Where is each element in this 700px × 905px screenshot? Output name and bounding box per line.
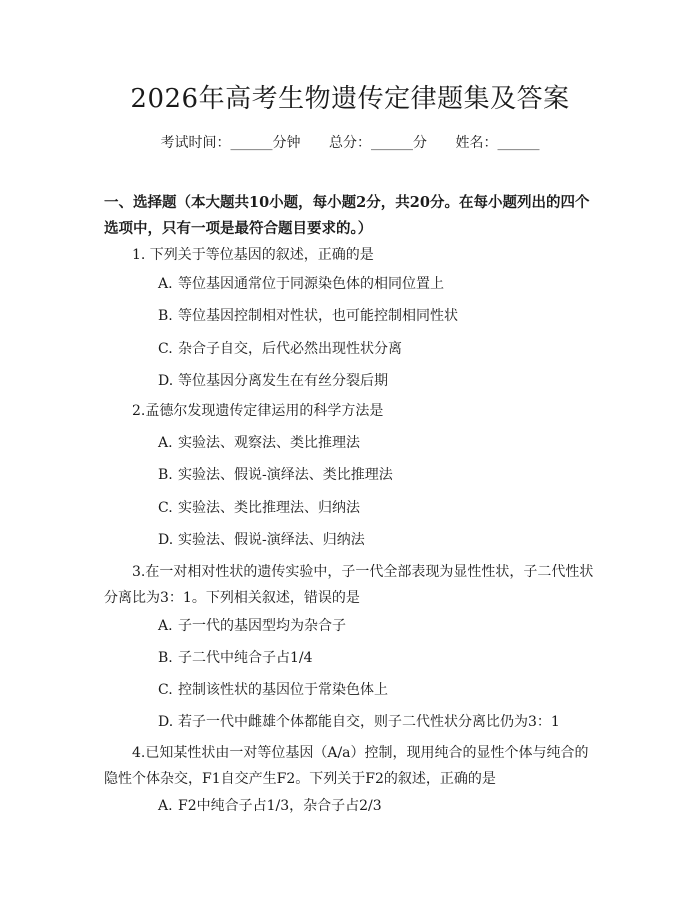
question-stem: 2.孟德尔发现遗传定律运用的科学方法是 [132, 403, 384, 419]
option-3d [158, 712, 598, 732]
exam-info-line [0, 132, 700, 152]
option-text: 控制该性状的基因位于常染色体上 [178, 682, 388, 698]
option-letter: D. [158, 373, 174, 389]
option-text: 实验法、观察法、类比推理法 [178, 435, 360, 451]
option-text: 实验法、假说-演绎法、归纳法 [178, 532, 365, 548]
option-1c [158, 339, 598, 359]
question-1 [104, 242, 600, 268]
option-2a [158, 433, 598, 453]
option-2c [158, 498, 598, 518]
option-letter: C. [158, 341, 173, 357]
option-2d [158, 530, 598, 550]
option-text: 杂合子自交，后代必然出现性状分离 [178, 341, 402, 357]
option-3a [158, 616, 598, 636]
page-title: 2026年高考生物遗传定律题集及答案 [130, 84, 570, 114]
total-score-field: 总分：______分 [329, 135, 427, 151]
option-text: 实验法、类比推理法、归纳法 [178, 500, 360, 516]
option-1a [158, 274, 598, 294]
option-letter: C. [158, 682, 173, 698]
option-1b [158, 306, 598, 326]
option-letter: B. [158, 650, 173, 666]
option-2b [158, 465, 598, 485]
option-text: 等位基因分离发生在有丝分裂后期 [178, 373, 388, 389]
option-letter: D. [158, 714, 174, 730]
question-4 [104, 740, 600, 792]
section-heading: 一、选择题（本大题共10小题，每小题2分，共20分。在每小题列出的四个选项中，只有一项是最符合题目要求的。） [104, 194, 590, 237]
option-letter: A. [158, 276, 173, 292]
name-field: 姓名：______ [455, 135, 540, 151]
option-text: 等位基因控制相对性状，也可能控制相同性状 [178, 308, 458, 324]
question-2 [104, 398, 600, 424]
option-text: 子二代中纯合子占1/4 [178, 650, 313, 666]
exam-time-field: 考试时间：______分钟 [160, 135, 301, 151]
option-text: F2中纯合子占1/3，杂合子占2/3 [178, 798, 382, 814]
option-letter: C. [158, 500, 173, 516]
option-text: 实验法、假说-演绎法、类比推理法 [178, 467, 393, 483]
option-3b [158, 648, 598, 668]
option-text: 若子一代中雌雄个体都能自交，则子二代性状分离比仍为3：1 [178, 714, 560, 730]
option-1d [158, 371, 598, 391]
option-letter: A. [158, 435, 173, 451]
option-letter: B. [158, 467, 173, 483]
option-letter: A. [158, 618, 173, 634]
option-letter: D. [158, 532, 174, 548]
question-stem: 4.已知某性状由一对等位基因（A/a）控制，现用纯合的显性个体与纯合的隐性个体杂交，F1自交产生F2。下列关于F2的叙述，正确的是 [104, 745, 589, 787]
option-text: 等位基因通常位于同源染色体的相同位置上 [178, 276, 444, 292]
option-letter: B. [158, 308, 173, 324]
option-letter: A. [158, 798, 173, 814]
option-3c [158, 680, 598, 700]
question-3 [104, 559, 600, 611]
question-stem: 3.在一对相对性状的遗传实验中，子一代全部表现为显性性状，子二代性状分离比为3：1。下列相关叙述，错误的是 [104, 564, 594, 606]
option-text: 子一代的基因型均为杂合子 [178, 618, 346, 634]
option-4a [158, 796, 598, 816]
question-stem: 1. 下列关于等位基因的叙述，正确的是 [132, 247, 374, 263]
